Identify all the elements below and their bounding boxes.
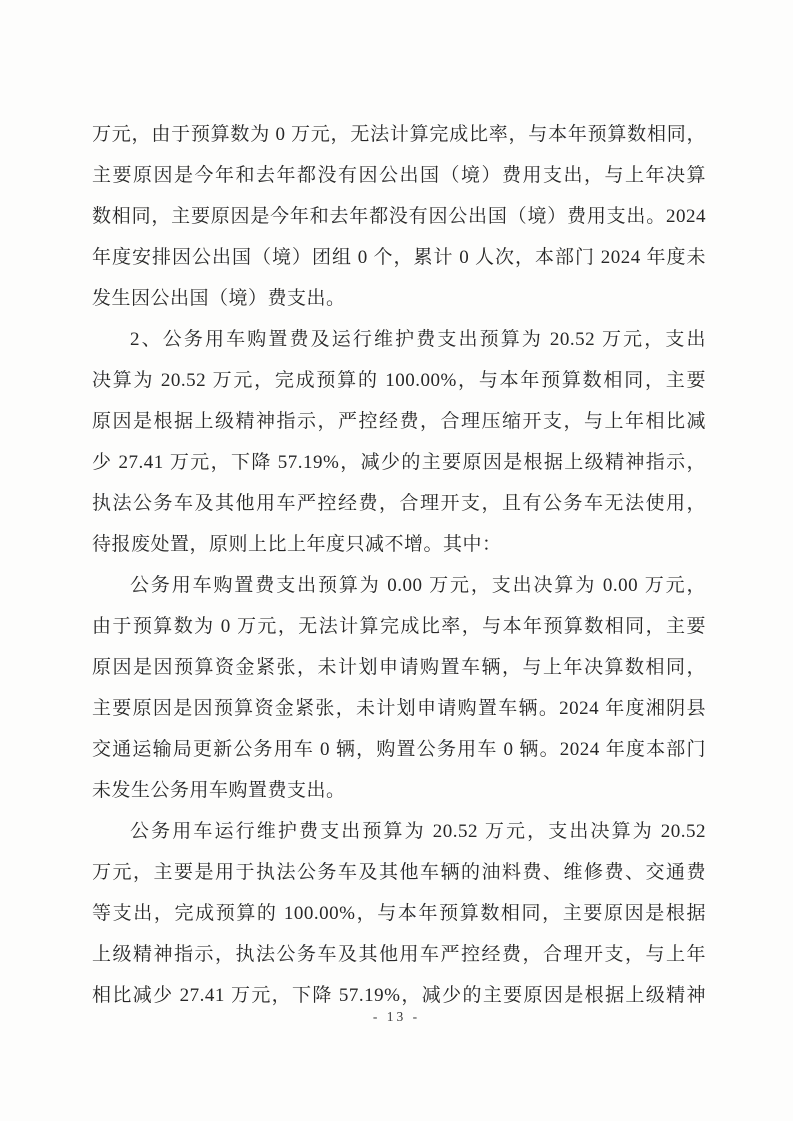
page-footer — [0, 1008, 793, 1026]
text-line-p1-l3: 数相同，主要原因是今年和去年都没有因公出国（境）费用支出。2024 — [92, 206, 706, 227]
text-line-p2-l4: 少 27.41 万元，下降 57.19%，减少的主要原因是根据上级精神指示， — [92, 452, 706, 473]
text-line-p3-l4: 主要原因是因预算资金紧张，未计划申请购置车辆。2024 年度湘阴县 — [92, 698, 706, 719]
text-line-p3-l2: 由于预算数为 0 万元，无法计算完成比率，与本年预算数相同，主要 — [92, 616, 706, 637]
text-line-p1-l4: 年度安排因公出国（境）团组 0 个，累计 0 人次，本部门 2024 年度未 — [92, 247, 706, 268]
text-line-p2-l2: 决算为 20.52 万元，完成预算的 100.00%，与本年预算数相同，主要 — [92, 370, 706, 391]
text-line-p1-l2: 主要原因是今年和去年都没有因公出国（境）费用支出，与上年决算 — [92, 165, 706, 186]
text-line-p2-l5: 执法公务车及其他用车严控经费，合理开支，且有公务车无法使用， — [92, 493, 706, 514]
text-line-p1-l1: 万元，由于预算数为 0 万元，无法计算完成比率，与本年预算数相同， — [92, 124, 706, 145]
text-line-p4-l4: 上级精神指示，执法公务车及其他用车严控经费，合理开支，与上年 — [92, 944, 706, 965]
text-line-p4-l1: 公务用车运行维护费支出预算为 20.52 万元，支出决算为 20.52 — [130, 821, 706, 842]
text-line-p2-l1: 2、公务用车购置费及运行维护费支出预算为 20.52 万元，支出 — [130, 329, 706, 350]
body-text — [92, 114, 706, 1016]
text-line-p3-l1: 公务用车购置费支出预算为 0.00 万元，支出决算为 0.00 万元， — [130, 575, 706, 596]
text-line-p4-l3: 等支出，完成预算的 100.00%，与本年预算数相同，主要原因是根据 — [92, 903, 706, 924]
text-line-p3-l5: 交通运输局更新公务用车 0 辆，购置公务用车 0 辆。2024 年度本部门 — [92, 739, 706, 760]
page-number: - 13 - — [372, 1009, 421, 1024]
text-line-p4-l2: 万元，主要是用于执法公务车及其他车辆的油料费、维修费、交通费 — [92, 862, 706, 883]
text-line-p2-l3: 原因是根据上级精神指示，严控经费，合理压缩开支，与上年相比减 — [92, 411, 706, 432]
text-line-p1-l5: 发生因公出国（境）费支出。 — [92, 288, 346, 309]
text-line-p2-l6: 待报废处置，原则上比上年度只减不增。其中： — [92, 534, 502, 555]
text-line-p3-l3: 原因是因预算资金紧张，未计划申请购置车辆，与上年决算数相同， — [92, 657, 706, 678]
text-line-p4-l5: 相比减少 27.41 万元，下降 57.19%，减少的主要原因是根据上级精神 — [92, 985, 706, 1006]
text-line-p3-l6: 未发生公务用车购置费支出。 — [92, 780, 346, 801]
